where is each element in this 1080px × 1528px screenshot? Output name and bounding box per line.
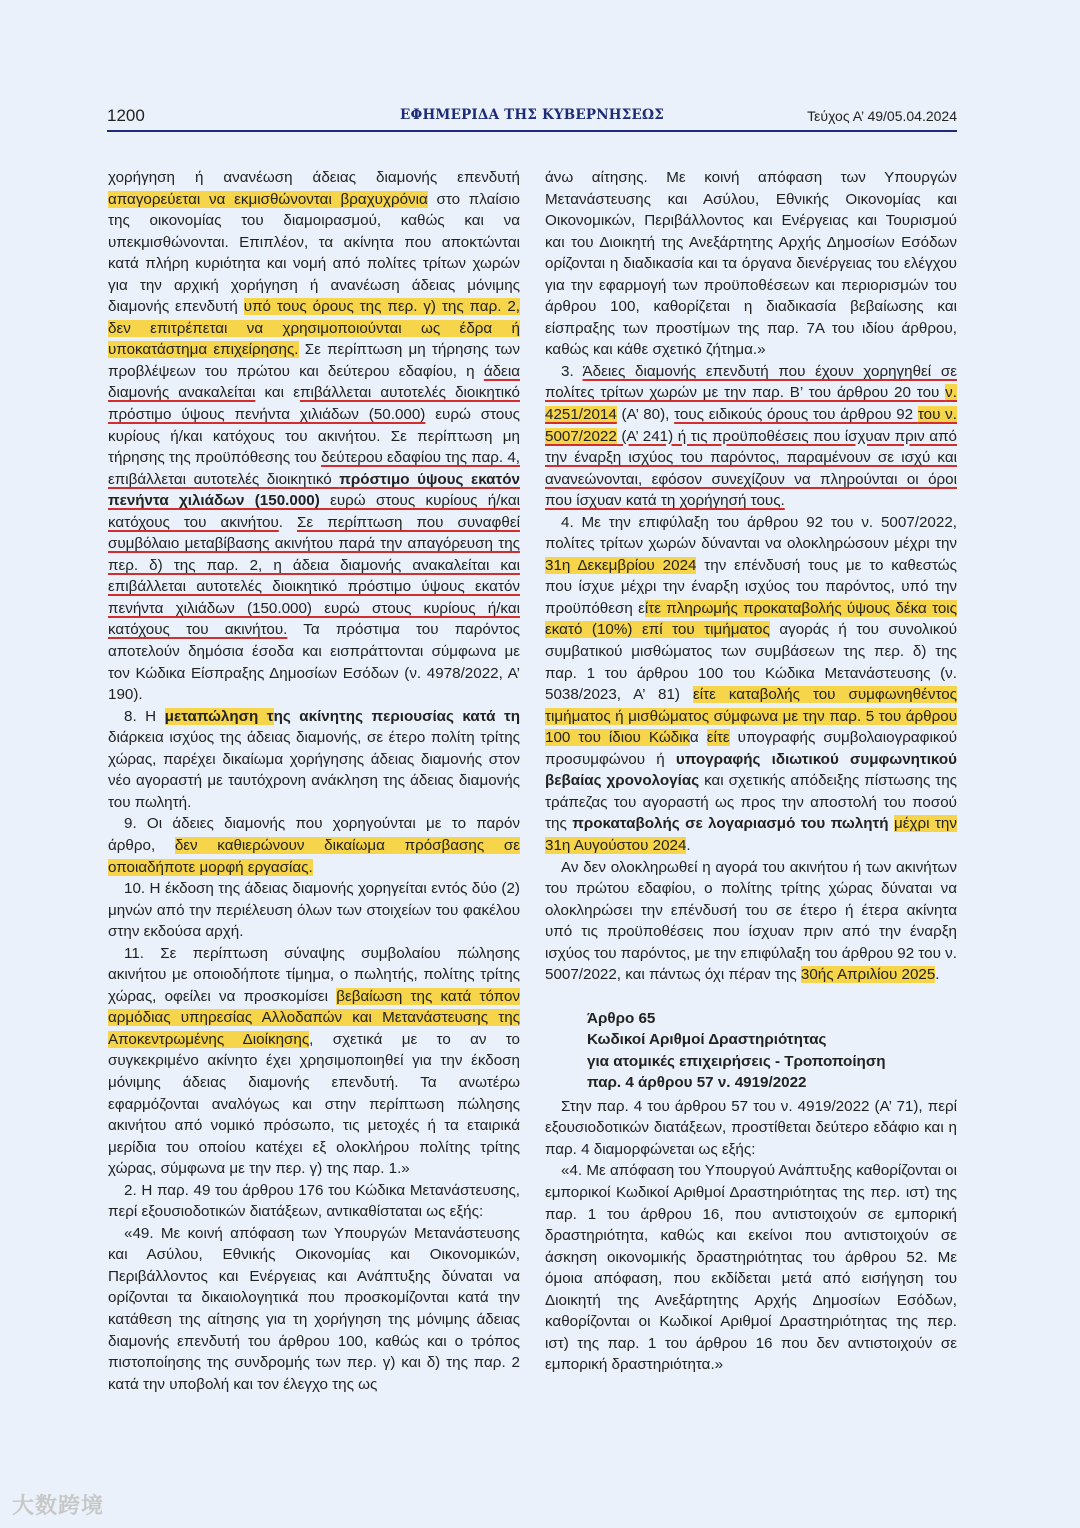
highlight: μεταπώληση τ — [164, 707, 274, 725]
article-title-line: παρ. 4 άρθρου 57 ν. 4919/2022 — [587, 1074, 807, 1092]
paragraph-3: 3. Άδειες διαμονής επενδυτή που έχουν χορηγηθεί σε πολίτες τρίτων χωρών με την παρ. Β’ του άρθρου 20 του ν. 4251/2014 (Α’ 80), τους ειδικούς όρους του άρθρου 92 του ν. 5007/2022 (Α’ 241) ή τις προϋποθέσεις που ίσχυαν πριν από την έναρξη ισχύος του παρόντος, παραμένουν σε ισχύ και ανανεώνονται, εφόσον συνεχίζουν να πληρούνται οι όροι που ίσχυαν κατά τη χορήγησή τους. — [545, 362, 957, 510]
highlight: δεν καθιερώνουν δικαίωμα πρόσβασης σε οποιαδήποτε μορφή εργασίας. — [108, 836, 520, 876]
highlight: μέχρι την 31η Αυγούστου 2024 — [545, 815, 957, 854]
underline: (Α’ 241) ή τις προϋποθέσεις που ίσχυαν πριν από την έναρξη ισχύος του παρόντος, παραμένουν σε ισχύ και ανανεώνονται, εφόσον συνεχίζουν να πληρούνται οι όροι που ίσχυαν κατά τη χορήγησή τους. — [545, 427, 957, 510]
gazette-title: ΕΦΗΜΕΡΙΔΑ ΤΗΣ ΚΥΒΕΡΝΗΣΕΩΣ — [400, 107, 664, 123]
issue-label: Τεύχος Α’ 49/05.04.2024 — [807, 108, 957, 124]
article-65-quote: «4. Με απόφαση του Υπουργού Ανάπτυξης καθορίζονται οι εμπορικοί Κωδικοί Αριθμοί Δραστηριότητας της περ. ιστ) της παρ. 1 του άρθρου 16, που αντιστοιχούν σε εμπορική δραστηριότητα, καθώς και εκείνοι που αντιστοιχούν σε άσκηση οικονομικής δραστηριότητας του άρθρου 52. Με όμοια απόφαση, που εκδίδεται μετά από εισήγηση του Διοικητή της Ανεξάρτητης Αρχής Δημοσίων Εσόδων, καθορίζονται οι Κωδικοί Αριθμοί Δραστηριότητας της περ. ιστ) της παρ. 1 του άρθρου 16 που δεν αντιστοιχούν σε εμπορική δραστηριότητα.» — [545, 1162, 957, 1374]
paragraph-49-continued: άνω αίτησης. Με κοινή απόφαση των Υπουργών Μετανάστευσης και Ασύλου, Εθνικής Οικονομίας και Οικονομικών, Περιβάλλοντος και Ενέργειας και Τουρισμού και του Διοικητή της Ανεξάρτητης Αρχής Δημοσίων Εσόδων ορίζονται η διαδικασία και τα όργανα διενέργειας του ελέγχου για την εφαρμογή των προϋποθέσεων και περιορισμών του άρθρου 100, καθορίζεται η διαδικασία βεβαίωσης και είσπραξης των προστίμων της παρ. 7Α του ιδίου άρθρου, καθώς και κάθε σχετικό ζήτημα.» — [545, 169, 957, 359]
paragraph-49: «49. Με κοινή απόφαση των Υπουργών Μετανάστευσης και Ασύλου, Εθνικής Οικονομίας και Οικονομικών, Περιβάλλοντος και Ενέργειας και Ανάπτυξης δύναται να ορίζονται τα δικαιολογητικά που προσκομίζονται κατά την κατάθεση της αίτησης για τη χορήγηση της μόνιμης άδειας διαμονής επενδυτή του άρθρου 100, καθώς και ο τρόπος πιστοποίησης της συνδρομής των περ. γ) και δ) της παρ. 2 κατά την υποβολή και τον έλεγχο της ως — [108, 1224, 520, 1393]
paragraph-4: 4. Με την επιφύλαξη του άρθρου 92 του ν. 5007/2022, πολίτες τρίτων χωρών δύνανται να ολοκληρώσουν μέχρι την 31η Δεκεμβρίου 2024 την επένδυσή τους με το καθεστώς που ίσχυε μέχρι την έναρξη ισχύος του παρόντος, υπό την προϋπόθεση είτε πληρωμής προκαταβολής ύψους δέκα τοις εκατό (10%) επί του τιμήματος αγοράς ή του συνολικού συμβατικού μισθώματος των συμβάσεων της περ. δ) της παρ. 1 του άρθρου 100 του Κώδικα Μετανάστευσης (ν. 5038/2023, Α’ 81) είτε καταβολής του συμφωνηθέντος τιμήματος ή μισθώματος σύμφωνα με την παρ. 5 του άρθρου 100 του ίδιου Κώδικα είτε υπογραφής συμβολαιογραφικού προσυμφώνου ή υπογραφής ιδιωτικού συμφωνητικού βεβαίας χρονολογίας και σχετικής απόδειξης πίστωσης της τράπεζας του αγοραστή ως προς την αποστολή του ποσού της προκαταβολής σε λογαριασμό του πωλητή μέχρι την 31η Αυγούστου 2024. — [545, 513, 957, 854]
highlight: είτε — [706, 729, 730, 747]
highlight: του ν. 5007/2022 — [545, 406, 957, 445]
paragraph-9: 9. Οι άδειες διαμονής που χορηγούνται με το παρόν άρθρο, δεν καθιερώνουν δικαίωμα πρόσβασης σε οποιαδήποτε μορφή εργασίας. — [108, 815, 520, 876]
underline: τους ειδικούς όρους του άρθρου 92 — [674, 406, 918, 424]
paragraph-11: 11. Σε περίπτωση σύναψης συμβολαίου πώλησης ακινήτου με οποιοδήποτε τίμημα, ο πωλητής, πολίτης τρίτης χώρας, οφείλει να προσκομίσει βεβαίωση της κατά τόπον αρμόδιας υπηρεσίας Αλλοδαπών και Μετανάστευσης της Αποκεντρωμένης Διοίκησης, σχετικά με το αν το συγκεκριμένο ακίνητο έχει χρησιμοποιηθεί για την έκδοση μόνιμης άδειας διαμονής επενδυτή. Τα ανωτέρω εφαρμόζονται αναλόγως και στην περίπτωση πώλησης ακινήτου από νομικό πρόσωπο, τις μετοχές ή τα εταιρικά μερίδια του οποίου κατέχει εξ ολοκλήρου πολίτης τρίτης χώρας, σύμφωνα με την περ. γ) της παρ. 1.» — [108, 944, 520, 1178]
highlight: βεβαίωση της κατά τόπον αρμόδιας υπηρεσίας Αλλοδαπών και Μετανάστευσης της Αποκεντρωμένης Διοίκησης — [108, 987, 520, 1048]
paragraph-4-second: Αν δεν ολοκληρωθεί η αγορά του ακινήτου ή των ακινήτων του πρώτου εδαφίου, ο πολίτης τρίτης χώρας δύναται να ολοκληρώσει την επένδυσή του σε έτερο ή έτερα ακίνητα υπό τις προϋποθέσεις που ίσχυαν πριν από την έναρξη ισχύος του παρόντος, με την επιφύλαξη του άρθρου 92 του ν. 5007/2022, και πάντως όχι πέραν της 30ής Απριλίου 2025. — [545, 858, 957, 984]
article-number: Άρθρο 65 — [587, 1009, 656, 1027]
underline: Άδειες διαμονής επενδυτή που έχουν χορηγηθεί σε πολίτες τρίτων χωρών με την παρ. Β’ του άρθρου 20 του — [545, 362, 957, 402]
article-title-line: για ατομικές επιχειρήσεις - Τροποποίηση — [587, 1052, 886, 1070]
underline: πρόστιμο ύψους εκατόν πενήντα χιλιάδων (150.000) — [108, 470, 520, 510]
paragraph-7-continued: χορήγηση ή ανανέωση άδειας διαμονής επενδυτή απαγορεύεται να εκμισθώνονται βραχυχρόνια στο πλαίσιο της οικονομίας του διαμοιρασμού, καθώς και να υπεκμισθώνονται. Επιπλέον, τα ακίνητα που αποκτώνται κατά πλήρη κυριότητα και νομή από πολίτες τρίτων χωρών για την αρχική χορήγηση ή ανανέωση άδειας μόνιμης διαμονής επενδυτή υπό τους όρους της περ. γ) της παρ. 2, δεν επιτρέπεται να χρησιμοποιούνται ως έδρα ή υποκατάστημα επιχείρησης. Σε περίπτωση μη τήρησης των προβλέψεων του πρώτου και δεύτερου εδαφίου, η άδεια διαμονής ανακαλείται και επιβάλλεται αυτοτελές διοικητικό πρόστιμο ύψους πενήντα χιλιάδων (50.000) ευρώ στους κυρίους ή/και κατόχους του ακινήτου. Σε περίπτωση μη τήρησης της προϋπόθεσης του δεύτερου εδαφίου της παρ. 4, επιβάλλεται αυτοτελές διοικητικό πρόστιμο ύψους εκατόν πενήντα χιλιάδων (150.000) ευρώ στους κυρίους ή/και κατόχους του ακινήτου. Σε περίπτωση που συναφθεί συμβόλαιο μεταβίβασης ακινήτου παρά την απαγόρευση της περ. δ) της παρ. 2, η άδεια διαμονής ανακαλείται και επιβάλλεται αυτοτελές διοικητικό πρόστιμο ύψους εκατόν πενήντα χιλιάδων (150.000) ευρώ στους κυρίους ή/και κατόχους του ακινήτου. Τα πρόστιμα του παρόντος αποτελούν δημόσια έσοδα και εισπράττονται σύμφωνα με τον Κώδικα Είσπραξης Δημοσίων Εσόδων (ν. 4978/2022, Α’ 190). — [108, 169, 520, 704]
highlight: 30ής Απριλίου 2025 — [800, 966, 936, 984]
highlight: ίτε πληρωμής προκαταβολής ύψους δέκα τοις εκατό (10%) επί του τιμήματος — [545, 599, 957, 639]
right-column — [545, 167, 957, 1376]
highlight: ν. 4251/2014 — [545, 384, 957, 424]
article-65-intro: Στην παρ. 4 του άρθρου 57 του ν. 4919/2022 (Α’ 71), περί εξουσιοδοτικών διατάξεων, προστίθεται δεύτερο εδάφιο και η παρ. 4 διαμορφώνεται ως εξής: — [545, 1097, 957, 1158]
highlight: υπό τους όρους της περ. γ) της παρ. 2, δεν επιτρέπεται να χρησιμοποιούνται ως έδρα ή υποκατάστημα επιχείρησης. — [108, 298, 520, 359]
underline: δεύτερου εδαφίου της παρ. 4, επιβάλλεται αυτοτελές διοικητικό — [108, 449, 520, 488]
paragraph-2: 2. Η παρ. 49 του άρθρου 176 του Κώδικα Μετανάστευσης, περί εξουσιοδοτικών διατάξεων, αντικαθίσταται ως εξής: — [108, 1181, 520, 1221]
underline: Σε περίπτωση που συναφθεί συμβόλαιο μεταβίβασης ακινήτου παρά την απαγόρευση της περ. δ) της παρ. 2, η άδεια διαμονής ανακαλείται και επιβάλλεται αυτοτελές διοικητικό πρόστιμο ύψους εκατόν πενήντα χιλιάδων (150.000) ευρώ στους κυρίους ή/και κατόχους του ακινήτου. — [108, 513, 520, 639]
paragraph-10: 10. Η έκδοση της άδειας διαμονής χορηγείται εντός δύο (2) μηνών από την περιέλευση όλων των στοιχείων του φακέλου στην εκδούσα αρχή. — [108, 880, 520, 941]
page-number: 1200 — [107, 106, 145, 125]
underline: πιβάλλεται αυτοτελές διοικητικό πρόστιμο ύψους πενήντα χιλιάδων (50.000) — [108, 384, 520, 424]
highlight: είτε καταβολής του συμφωνηθέντος τιμήματος ή μισθώματος σύμφωνα με την παρ. 5 του άρθρου 100 του ίδιου Κώδικ — [545, 686, 957, 747]
article-title-line: Κωδικοί Αριθμοί Δραστηριότητας — [587, 1031, 827, 1049]
underline: άδεια διαμονής ανακαλείται — [108, 362, 520, 402]
page-header — [107, 104, 957, 132]
watermark-logo: 大数跨境 — [12, 1493, 105, 1518]
paragraph-8: 8. Η μεταπώληση της ακίνητης περιουσίας κατά τη διάρκεια ισχύος της άδειας διαμονής, σε έτερο πολίτη τρίτης χώρας, παρέχει δικαίωμα χορήγησης άδειας διαμονής στον νέο αγοραστή με ταυτόχρονη ανάκληση της άδειας διαμονής του πωλητή. — [108, 707, 520, 811]
underline: ευρώ στους κυρίους ή/και κατόχους του ακινήτου — [108, 492, 520, 531]
article-heading — [587, 1008, 957, 1094]
highlight: απαγορεύεται να εκμισθώνονται βραχυχρόνια — [108, 190, 428, 208]
left-column — [108, 167, 520, 1395]
highlight: 31η Δεκεμβρίου 2024 — [545, 556, 697, 574]
